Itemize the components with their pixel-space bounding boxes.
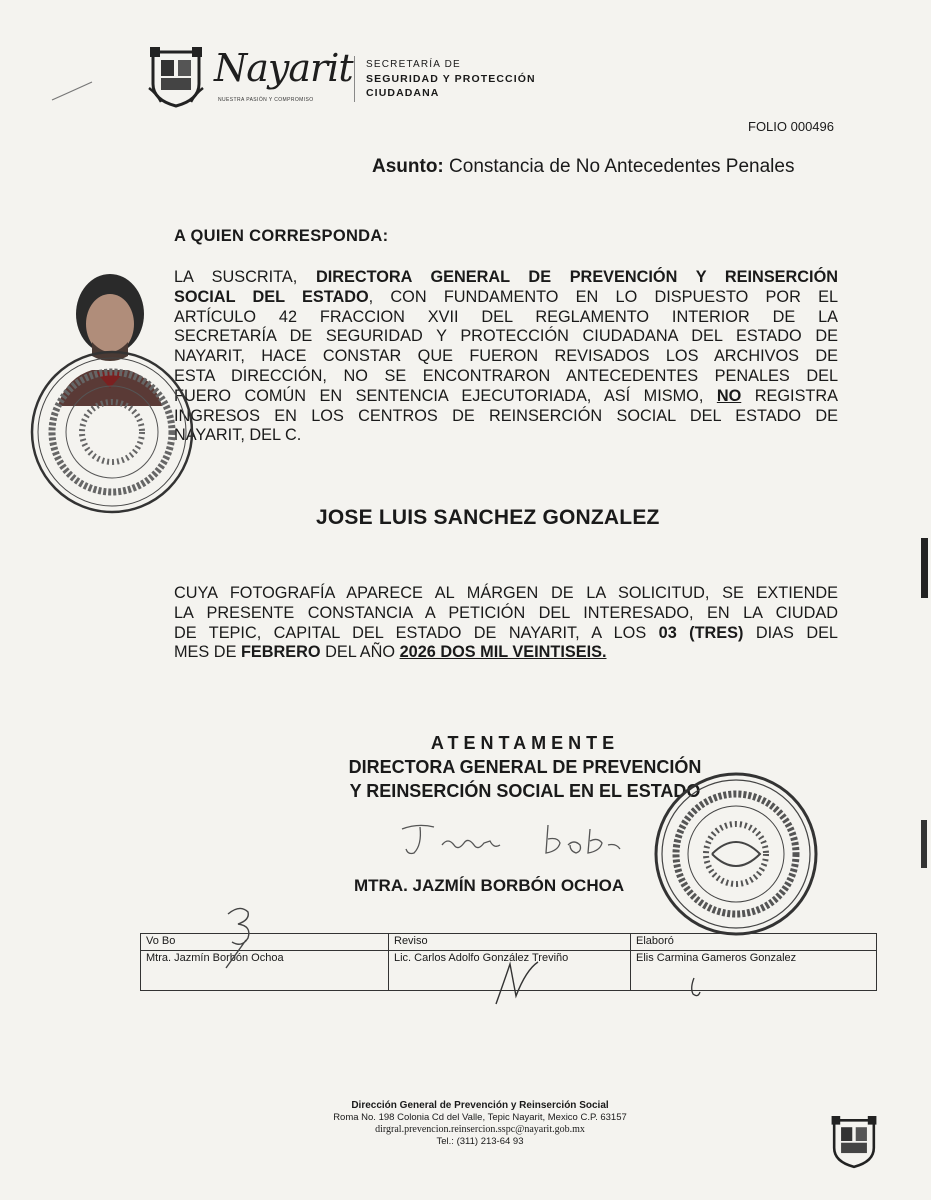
table-cell: Lic. Carlos Adolfo González Treviño xyxy=(389,951,631,991)
official-seal-stamp-left xyxy=(28,348,196,516)
text-run: FUERO COMÚN EN SENTENCIA EJECUTORIADA, ASÍ MISMO, xyxy=(174,386,717,405)
official-seal-stamp xyxy=(652,770,820,938)
text-run: MES DE xyxy=(174,643,241,662)
salutation: A QUIEN CORRESPONDA: xyxy=(174,227,389,245)
person-name: JOSE LUIS SANCHEZ GONZALEZ xyxy=(316,506,660,529)
footer-address xyxy=(300,1100,660,1148)
paragraph-line: ARTÍCULO 42 FRACCION XVII DEL REGLAMENTO INTERIOR DE LA xyxy=(174,307,838,326)
emphasis-no: NO xyxy=(716,386,742,405)
paragraph-line: NAYARIT, HACE CONSTAR QUE FUERON REVISADOS LOS ARCHIVOS DE xyxy=(174,347,838,366)
subject-label: Asunto: xyxy=(372,156,444,177)
nayarit-wordmark: Nayarit xyxy=(214,46,353,90)
paragraph-line: NAYARIT, DEL C. xyxy=(174,426,302,445)
text-run: LA SUSCRITA, xyxy=(174,268,316,286)
paragraph-line xyxy=(174,288,838,308)
pen-mark xyxy=(50,78,94,104)
paragraph-line xyxy=(174,624,838,644)
paragraph-line xyxy=(174,643,838,663)
footer-line-1: Dirección General de Prevención y Reinserción Social xyxy=(351,1100,609,1111)
table-header: Vo Bo xyxy=(141,934,389,951)
text-run: DEL AÑO xyxy=(320,643,400,662)
header-divider xyxy=(354,56,355,102)
folio-number: FOLIO 000496 xyxy=(748,119,834,134)
secretaria-line-1: SECRETARÍA DE xyxy=(366,59,461,70)
paragraph-line: CUYA FOTOGRAFÍA APARECE AL MÁRGEN DE LA SOLICITUD, SE EXTIENDE xyxy=(174,584,838,602)
nayarit-slogan: NUESTRA PASIÓN Y COMPROMISO xyxy=(218,97,314,103)
secretaria-name xyxy=(366,58,536,100)
bold-run: FEBRERO xyxy=(240,643,321,662)
paragraph-line: LA PRESENTE CONSTANCIA A PETICIÓN DEL INTERESADO, EN LA CIUDAD xyxy=(174,603,838,622)
paragraph-line xyxy=(174,268,838,288)
bold-run: SOCIAL DEL ESTADO xyxy=(174,287,369,306)
table-cell: Elis Carmina Gameros Gonzalez xyxy=(631,951,877,991)
initials-mark xyxy=(684,976,704,1000)
closing-title-line-1: DIRECTORA GENERAL DE PREVENCIÓN xyxy=(348,757,702,777)
footer-phone: Tel.: (311) 213-64 93 xyxy=(436,1136,524,1147)
table-header: Elaboró xyxy=(631,934,877,951)
closing-title-line-2: Y REINSERCIÓN SOCIAL EN EL ESTADO xyxy=(349,781,701,801)
subject-line xyxy=(372,156,794,178)
text-run: REGISTRA xyxy=(741,386,838,405)
table-cell: Mtra. Jazmín Borbón Ochoa xyxy=(141,951,389,991)
paragraph-line xyxy=(174,387,838,407)
body-paragraph-1 xyxy=(174,268,838,446)
text-run: DE TEPIC, CAPITAL DEL ESTADO DE NAYARIT, A LOS xyxy=(174,623,659,642)
paragraph-line: SECRETARÍA DE SEGURIDAD Y PROTECCIÓN CIUDADANA DEL ESTADO DE xyxy=(174,327,838,346)
text-run: DIAS DEL xyxy=(743,623,838,642)
atentamente: ATENTAMENTE xyxy=(430,733,620,753)
footer-email: dirgral.prevencion.reinsercion.sspc@nayarit.gob.mx xyxy=(375,1124,585,1135)
footer-line-2: Roma No. 198 Colonia Cd del Valle, Tepic Nayarit, Mexico C.P. 63157 xyxy=(333,1112,627,1123)
signer-name: MTRA. JAZMÍN BORBÓN OCHOA xyxy=(354,876,625,895)
initials-mark xyxy=(486,956,546,1008)
paragraph-line: ESTA DIRECCIÓN, NO SE ENCONTRARON ANTECEDENTES PENALES DEL xyxy=(174,366,838,385)
bold-underlined-run: 2026 DOS MIL VEINTISEIS. xyxy=(399,643,607,662)
initials-mark xyxy=(218,902,268,972)
secretaria-line-3: CIUDADANA xyxy=(366,87,440,99)
bold-run: DIRECTORA GENERAL DE PREVENCIÓN Y REINSERCIÓN xyxy=(315,268,838,286)
nayarit-crest-logo-small xyxy=(829,1112,879,1170)
subject-text: Constancia de No Antecedentes Penales xyxy=(449,156,795,177)
handwritten-signature xyxy=(398,815,658,865)
table-header: Reviso xyxy=(389,934,631,951)
body-paragraph-2 xyxy=(174,584,838,663)
secretaria-line-2: SEGURIDAD Y PROTECCIÓN xyxy=(366,73,536,85)
scan-edge-mark xyxy=(921,820,927,868)
paragraph-line: INGRESOS EN LOS CENTROS DE REINSERCIÓN SOCIAL DEL ESTADO DE xyxy=(174,406,838,425)
scan-edge-mark xyxy=(921,538,928,598)
bold-run: 03 (TRES) xyxy=(658,623,744,642)
nayarit-crest-logo xyxy=(147,44,205,108)
text-run: , CON FUNDAMENTO EN LO DISPUESTO POR EL xyxy=(368,287,838,306)
